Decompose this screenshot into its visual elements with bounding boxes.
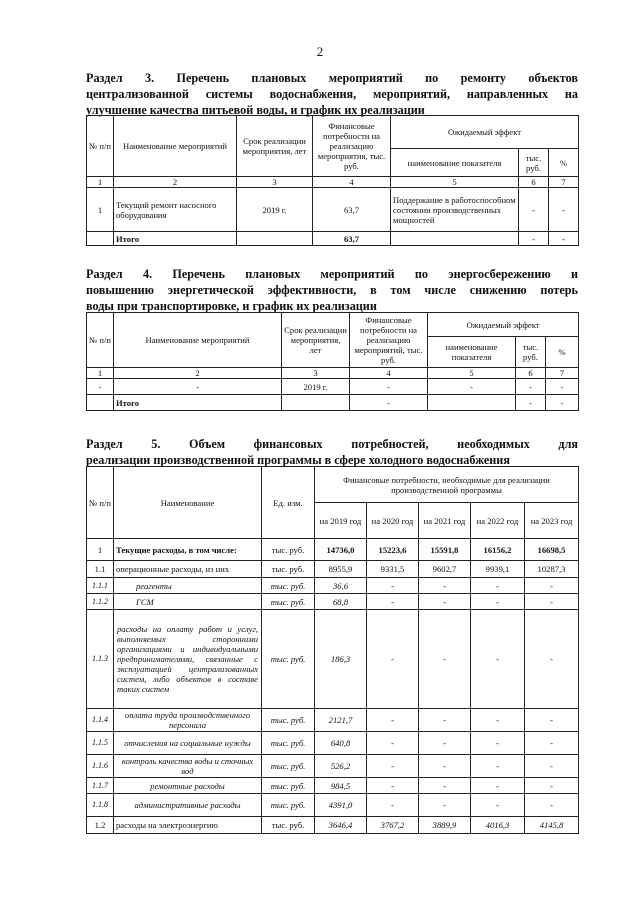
header-term: Срок реализации мероприятия, лет — [237, 116, 313, 177]
row-pct: - — [546, 379, 579, 395]
row-num: - — [87, 379, 114, 395]
row-num: 1.1.8 — [87, 794, 114, 817]
row-value: - — [525, 578, 579, 594]
row-name: расходы на электроэнергию — [114, 817, 262, 834]
row-unit: тыс. руб. — [262, 709, 315, 732]
row-name: отчисления на социальные нужды — [114, 732, 262, 755]
row-value: 526,2 — [315, 755, 367, 778]
row-value: 15591,8 — [419, 539, 471, 561]
title-line: Раздел 4. Перечень плановых мероприятий по энергосбережению и — [86, 267, 578, 281]
row-value: - — [525, 709, 579, 732]
row-rub: - — [519, 188, 549, 232]
header-name: Наименование мероприятий — [114, 313, 282, 368]
row-value: - — [367, 778, 419, 794]
section5-table — [86, 466, 579, 834]
total-row — [87, 232, 579, 246]
header-num: № п/п — [87, 313, 114, 368]
col-number: 6 — [519, 177, 549, 188]
header-pct: % — [546, 337, 579, 368]
total-rub: - — [516, 395, 546, 411]
col-number: 3 — [282, 368, 350, 379]
row-value: - — [525, 610, 579, 709]
row-value: - — [419, 594, 471, 610]
row-name: операционные расходы, из них — [114, 561, 262, 578]
row-value: 9939,1 — [471, 561, 525, 578]
table-row — [87, 561, 579, 578]
header-finance: Финансовые потребности на реализацию мероприятия, тыс. руб. — [313, 116, 391, 177]
total-label: Итого — [114, 395, 282, 411]
row-value: - — [367, 794, 419, 817]
header-num: № п/п — [87, 116, 114, 177]
table-row — [87, 817, 579, 834]
row-value: - — [419, 778, 471, 794]
row-value: - — [367, 594, 419, 610]
row-value: - — [471, 732, 525, 755]
col-number: 4 — [350, 368, 428, 379]
row-value: 3646,4 — [315, 817, 367, 834]
title-line: реализации производственной программы в сфере холодного водоснабжения — [86, 453, 510, 467]
row-value: - — [471, 610, 525, 709]
header-effect: Ожидаемый эффект — [428, 313, 579, 337]
row-value: - — [419, 755, 471, 778]
row-term: 2019 г. — [282, 379, 350, 395]
header-year: на 2021 год — [419, 503, 471, 539]
row-unit: тыс. руб. — [262, 755, 315, 778]
section5-title — [86, 436, 578, 468]
header-finance: Финансовые потребности, необходимые для реализации производственной программы — [315, 467, 579, 503]
row-name: оплата труда производственного персонала — [114, 709, 262, 732]
row-name: реагенты — [114, 578, 262, 594]
table-row — [87, 610, 579, 709]
title-line: воды при транспортировке, и график их реализации — [86, 299, 377, 313]
title-line: повышению энергетической эффективности, в том числе снижению потерь — [86, 283, 578, 297]
table-row — [87, 594, 579, 610]
row-unit: тыс. руб. — [262, 778, 315, 794]
row-indicator: Поддержание в работоспособном состоянии производственных мощностей — [391, 188, 519, 232]
header-term: Срок реализации мероприятия, лет — [282, 313, 350, 368]
row-value: - — [471, 594, 525, 610]
header-indicator: наименование показателя — [391, 149, 519, 177]
row-value: 16156,2 — [471, 539, 525, 561]
row-value: - — [471, 709, 525, 732]
row-value: 8955,9 — [315, 561, 367, 578]
row-unit: тыс. руб. — [262, 561, 315, 578]
row-name: Текущий ремонт насосного оборудования — [114, 188, 237, 232]
header-indicator: наименование показателя — [428, 337, 516, 368]
section3-table — [86, 115, 579, 246]
col-number: 1 — [87, 368, 114, 379]
row-value: - — [471, 578, 525, 594]
header-finance: Финансовые потребности на реализацию мероприятий, тыс. руб. — [350, 313, 428, 368]
row-finance: 63,7 — [313, 188, 391, 232]
header-year: на 2023 год — [525, 503, 579, 539]
title-line: централизованной системы водоснабжения, мероприятий, направленных на — [86, 87, 578, 101]
col-number: 7 — [549, 177, 579, 188]
total-finance: 63,7 — [313, 232, 391, 246]
row-unit: тыс. руб. — [262, 817, 315, 834]
row-value: 15223,6 — [367, 539, 419, 561]
row-unit: тыс. руб. — [262, 539, 315, 561]
row-value: 16698,5 — [525, 539, 579, 561]
title-line: Раздел 3. Перечень плановых мероприятий по ремонту объектов — [86, 71, 578, 85]
row-num: 1 — [87, 539, 114, 561]
row-value: 640,8 — [315, 732, 367, 755]
row-num: 1.1.7 — [87, 778, 114, 794]
row-unit: тыс. руб. — [262, 578, 315, 594]
row-value: - — [367, 755, 419, 778]
table-row — [87, 188, 579, 232]
col-number: 6 — [516, 368, 546, 379]
page-number: 2 — [316, 44, 324, 59]
row-value: - — [471, 794, 525, 817]
row-term: 2019 г. — [237, 188, 313, 232]
row-num: 1.1.3 — [87, 610, 114, 709]
row-num: 1.1.6 — [87, 755, 114, 778]
row-value: - — [525, 732, 579, 755]
row-num: 1.1 — [87, 561, 114, 578]
row-unit: тыс. руб. — [262, 594, 315, 610]
row-value: 10287,3 — [525, 561, 579, 578]
title-line: Раздел 5. Объем финансовых потребностей, необходимых для — [86, 437, 578, 451]
total-pct: - — [546, 395, 579, 411]
col-number: 2 — [114, 177, 237, 188]
header-year: на 2019 год — [315, 503, 367, 539]
row-value: 3767,2 — [367, 817, 419, 834]
header-unit: Ед. изм. — [262, 467, 315, 539]
table-row — [87, 379, 579, 395]
row-value: 4391,0 — [315, 794, 367, 817]
row-finance: - — [350, 379, 428, 395]
title-line: улучшение качества питьевой воды, и график их реализации — [86, 103, 425, 117]
header-year: на 2022 год — [471, 503, 525, 539]
row-value: - — [471, 755, 525, 778]
row-num: 1.1.1 — [87, 578, 114, 594]
row-value: 186,3 — [315, 610, 367, 709]
row-value: - — [419, 794, 471, 817]
row-name: Текущие расходы, в том числе: — [114, 539, 262, 561]
row-name: административные расходы — [114, 794, 262, 817]
row-unit: тыс. руб. — [262, 732, 315, 755]
row-value: - — [419, 732, 471, 755]
header-pct: % — [549, 149, 579, 177]
header-name: Наименование мероприятий — [114, 116, 237, 177]
row-value: 36,6 — [315, 578, 367, 594]
row-value: - — [525, 778, 579, 794]
row-num: 1.1.2 — [87, 594, 114, 610]
row-value: - — [471, 778, 525, 794]
table-row — [87, 794, 579, 817]
table-row — [87, 578, 579, 594]
row-value: 9331,5 — [367, 561, 419, 578]
row-value: 14736,0 — [315, 539, 367, 561]
row-value: 4145,8 — [525, 817, 579, 834]
section3-title — [86, 70, 578, 118]
header-rub: тыс. руб. — [519, 149, 549, 177]
row-value: - — [367, 578, 419, 594]
header-effect: Ожидаемый эффект — [391, 116, 579, 149]
row-rub: - — [516, 379, 546, 395]
row-value: - — [367, 610, 419, 709]
row-name: контроль качества воды и сточных вод — [114, 755, 262, 778]
row-value: - — [367, 709, 419, 732]
row-value: - — [525, 594, 579, 610]
table-row — [87, 709, 579, 732]
header-rub: тыс. руб. — [516, 337, 546, 368]
table-row — [87, 778, 579, 794]
row-value: 9602,7 — [419, 561, 471, 578]
row-value: - — [525, 794, 579, 817]
table-row — [87, 539, 579, 561]
header-year: на 2020 год — [367, 503, 419, 539]
table-row — [87, 732, 579, 755]
row-value: 4016,3 — [471, 817, 525, 834]
table-row — [87, 755, 579, 778]
row-name: - — [114, 379, 282, 395]
row-value: 3889,9 — [419, 817, 471, 834]
section4-title — [86, 266, 578, 314]
row-num: 1.1.4 — [87, 709, 114, 732]
row-value: 984,5 — [315, 778, 367, 794]
row-unit: тыс. руб. — [262, 610, 315, 709]
total-pct: - — [549, 232, 579, 246]
header-num: № п/п — [87, 467, 114, 539]
col-number: 5 — [391, 177, 519, 188]
total-rub: - — [519, 232, 549, 246]
col-number: 5 — [428, 368, 516, 379]
row-name: ремонтные расходы — [114, 778, 262, 794]
total-label: Итого — [114, 232, 237, 246]
row-value: 68,8 — [315, 594, 367, 610]
col-number: 7 — [546, 368, 579, 379]
section4-table — [86, 312, 579, 411]
total-row — [87, 395, 579, 411]
total-finance: - — [350, 395, 428, 411]
row-name: расходы на оплату работ и услуг, выполняемых сторонними организациями и индивидуальными предпринимателями, связанные с эксплуатацией централизованных систем, либо объектов в составе таких систем — [114, 610, 262, 709]
row-indicator: - — [428, 379, 516, 395]
row-value: - — [525, 755, 579, 778]
col-number: 2 — [114, 368, 282, 379]
row-value: - — [367, 732, 419, 755]
row-value: - — [419, 578, 471, 594]
row-num: 1 — [87, 188, 114, 232]
row-value: - — [419, 709, 471, 732]
row-value: 2121,7 — [315, 709, 367, 732]
row-unit: тыс. руб. — [262, 794, 315, 817]
row-num: 1.2 — [87, 817, 114, 834]
header-name: Наименование — [114, 467, 262, 539]
col-number: 4 — [313, 177, 391, 188]
col-number: 1 — [87, 177, 114, 188]
row-num: 1.1.5 — [87, 732, 114, 755]
row-pct: - — [549, 188, 579, 232]
row-name: ГСМ — [114, 594, 262, 610]
col-number: 3 — [237, 177, 313, 188]
row-value: - — [419, 610, 471, 709]
